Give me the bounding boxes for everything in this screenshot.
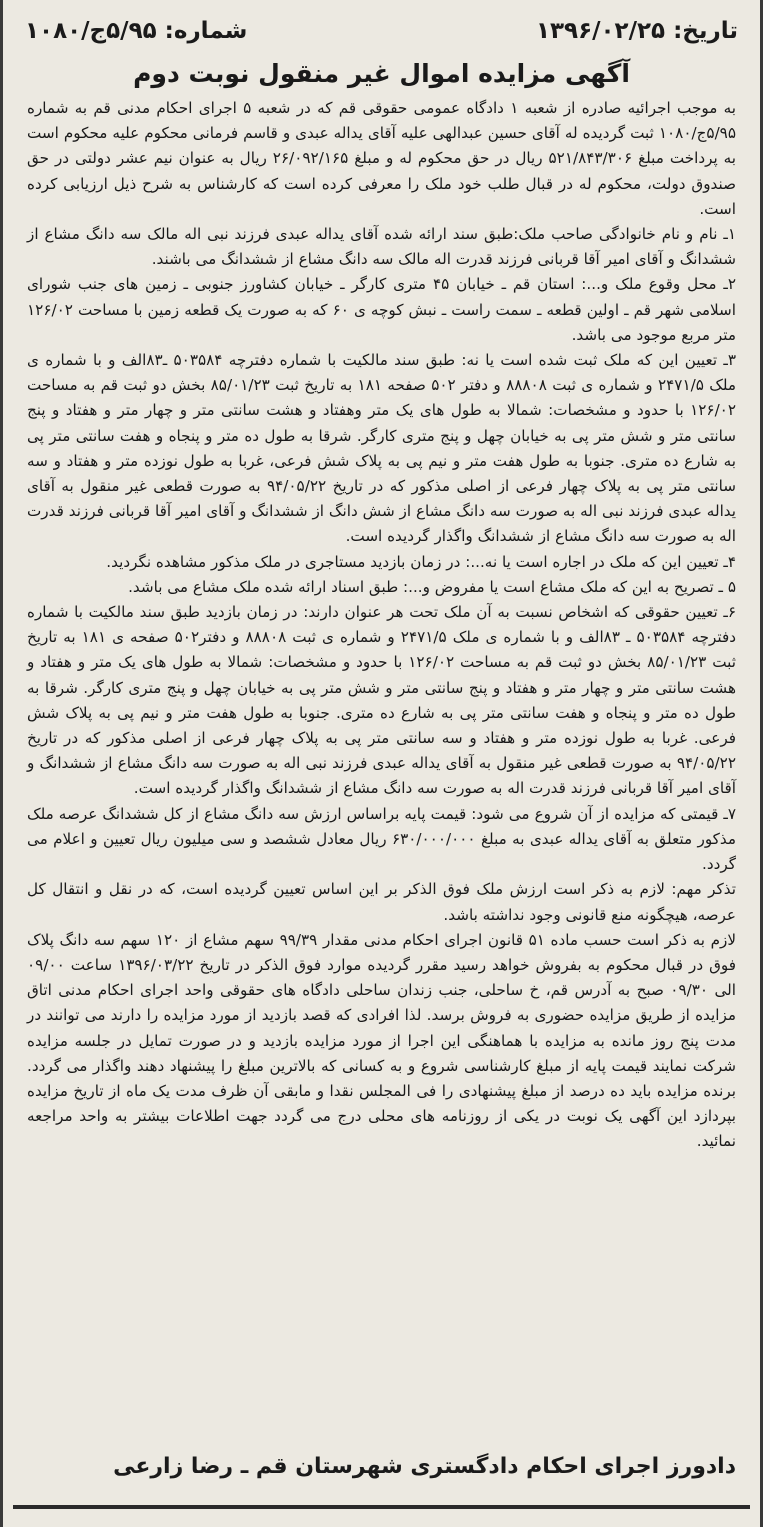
item-3-registration: ۳ـ تعیین این که ملک ثبت شده است یا نه: طبق سند مالکیت با شماره دفترچه ۵۰۳۵۸۴ ـ۸۳الف و با شماره ی ملک ۲۴۷۱/۵ و شماره ی ثبت ۸۸۸۰۸ و دفتر ۵۰۲ صفحه ۱۸۱ به تاریخ ثبت ۸۵/۰۱/۲۳ بخش دو ثبت قم به مساحت ۱۲۶/۰۲ با حدود و مشخصات: شمالا به طول های یک متر وهفتاد و هشت سانتی متر و چهار متر و هفتاد و پنج سانتی متر و شش متر پی به خیابان چهل و پنج متری کارگر. شرقا به طول ده متر و پنجاه و هفت سانتی متر پی به شارع ده متری. جنوبا به طول هفت متر و نیم پی به پلاک شش فرعی، غربا به طول نوزده متر و هفتاد و سه سانتی متر پی به پلاک چهار فرعی از اصلی مذکور که در تاریخ ۹۴/۰۵/۲۲ به صورت قطعی غیر منقول به آقای یداله عبدی فرزند نبی اله به صورت سه دانگ مشاع از شش دانگ از ششدانگ و آقای امیر آقا قربانی فرزند قدرت اله به صورت سه دانگ مشاع از ششدانگ واگذار گردیده است. — [27, 351, 736, 546]
notice-header — [25, 6, 738, 56]
signature: دادورز اجرای احکام دادگستری شهرستان قم ـ رضا زارعی — [113, 1454, 736, 1479]
item-5-ownership-type: ۵ ـ تصریح به این که ملک مشاع است یا مفروض و...: طبق اسناد ارائه شده ملک مشاع می باشد. — [128, 577, 736, 596]
notice-body — [27, 96, 736, 1155]
important-note: تذکر مهم: لازم به ذکر است ارزش ملک فوق الذکر بر این اساس تعیین گردیده است، که در نقل و انتقال کل عرصه، هیچگونه منع قانونی وجود نداشته باشد. — [27, 880, 736, 924]
bottom-divider — [13, 1505, 750, 1509]
intro-paragraph: به موجب اجرائیه صادره از شعبه ۱ دادگاه عمومی حقوقی قم که در شعبه ۵ اجرای احکام مدنی قم به شماره ۵/۹۵ج/۱۰۸۰ ثبت گردیده له آقای حسین عبدالهی علیه آقای یداله عبدی و قاسم فرمانی محکوم علیه محکوم است به پرداخت مبلغ ۵۲۱/۸۴۳/۳۰۶ ریال در حق محکوم له و مبلغ ۲۶/۰۹۲/۱۶۵ ریال به عنوان نیم عشر دولتی در حق صندوق دولت، محکوم له در قبال طلب خود ملک را معرفی کرده است که کارشناس به شرح ذیل ارزیابی کرده است. — [27, 99, 737, 218]
item-7-base-price: ۷ـ قیمتی که مزایده از آن شروع می شود: قیمت پایه براساس ارزش سه دانگ مشاع از کل ششدانگ عرصه ملک مذکور متعلق به آقای یداله عبدی به مبلغ ۶۳۰/۰۰۰/۰۰۰ ریال معادل ششصد و سی میلیون ریال تعیین و اعلام می گردد. — [27, 804, 736, 874]
auction-details: لازم به ذکر است حسب ماده ۵۱ قانون اجرای احکام مدنی مقدار ۹۹/۳۹ سهم مشاع از ۱۲۰ سهم سه دانگ پلاک فوق در قبال محکوم به بفروش خواهد رسید مقرر گردیده موارد فوق الذکر در تاریخ ۱۳۹۶/۰۳/۲۲ ساعت ۰۹/۰۰ الی ۰۹/۳۰ صبح به آدرس قم، خ ساحلی، جنب زندان ساحلی دادگاه های حقوقی واحد اجرای احکام مدنی اتاق مزایده از طریق مزایده حضوری به فروش برسد. لذا افرادی که قصد بازدید از مورد مزایده را دارند می توانند در مدت پنج روز مانده به مزایده با هماهنگی این اجرا از مورد مزایده بازدید و در صورت تمایل در جلسه مزایده شرکت نمایند قیمت پایه از مبلغ کارشناسی شروع و به کسانی که بالاترین مبلغ را پیشنهاد دهند واگذار می گردد. برنده مزایده باید ده درصد از مبلغ پیشنهادی را فی المجلس نقدا و مابقی آن ظرف مدت یک ماه از تاریخ مزایده بپردازد این آگهی یک نوبت در یکی از روزنامه های محلی درج می گردد جهت اطلاعات بیشتر به واحد مراجعه نمائید. — [27, 930, 737, 1151]
notice-title: آگهی مزایده اموال غیر منقول نوبت دوم — [133, 59, 630, 88]
notice-number: شماره: ۵/۹۵ج/۱۰۸۰ — [25, 18, 248, 44]
item-1-owner: ۱ـ نام و نام خانوادگی صاحب ملک:طبق سند ارائه شده آقای یداله عبدی فرزند نبی اله مالک سه دانگ مشاع از ششدانگ و آقای امیر آقا قربانی فرزند قدرت اله مالک سه دانگ مشاع از ششدانگ می باشند. — [27, 225, 736, 269]
item-6-rights: ۶ـ تعیین حقوقی که اشخاص نسبت به آن ملک تحت هر عنوان دارند: در زمان بازدید طبق سند مالکیت با شماره دفترچه ۵۰۳۵۸۴ ـ ۸۳الف و با شماره ی ملک ۲۴۷۱/۵ و شماره ی ثبت ۸۸۸۰۸ و دفتر۵۰۲ صفحه ی ۱۸۱ به تاریخ ثبت ۸۵/۰۱/۲۳ بخش دو ثبت قم به مساحت ۱۲۶/۰۲ با حدود و مشخصات: شمالا به طول های یک متر و هفتاد و هشت سانتی متر و چهار متر و هفتاد و پنج سانتی متر و شش متر پی به خیابان چهل و پنج متری کارگر. شرقا به طول ده متر و پنجاه و هفت سانتی متر پی به شارع ده متری. جنوبا به طول هفت متر و نیم پی به پلاک شش فرعی. غربا به طول نوزده متر و هفتاد و سه سانتی متر پی به پلاک چهار فرعی از اصلی مذکور که در تاریخ ۹۴/۰۵/۲۲ به صورت قطعی غیر منقول به آقای یداله عبدی فرزند نبی اله به صورت سه دانگ مشاع از ششدانگ و آقای امیر آقا قربانی فرزند قدرت اله به صورت سه دانگ مشاع از ششدانگ واگذار گردیده است. — [27, 603, 736, 798]
item-2-location: ۲ـ محل وقوع ملک و...: استان قم ـ خیابان ۴۵ متری کارگر ـ خیابان کشاورز جنوبی ـ زمین های جنب شورای اسلامی شهر قم ـ اولین قطعه ـ سمت راست ـ نبش کوچه ی ۶۰ که به صورت یک قطعه زمین با مساحت ۱۲۶/۰۲ متر مربع موجود می باشد. — [27, 275, 737, 344]
item-4-lease: ۴ـ تعیین این که ملک در اجاره است یا نه...: در زمان بازدید مستاجری در ملک مذکور مشاهده نگردید. — [106, 552, 736, 571]
notice-date: تاریخ: ۱۳۹۶/۰۲/۲۵ — [535, 18, 738, 44]
